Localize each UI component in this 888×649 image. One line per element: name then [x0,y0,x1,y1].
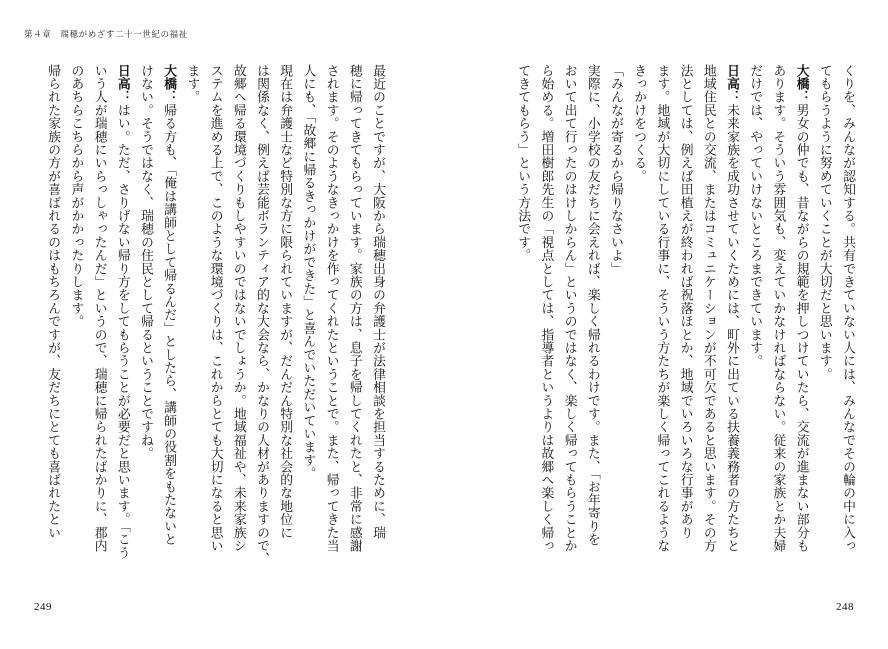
speaker-label: 日高： [724,64,739,104]
page-number-left: 249 [34,601,52,613]
text-column [252,64,270,584]
text-column [66,64,84,584]
text-column [560,64,578,584]
column-text: されます。そのようなきっかけを作ってくれたということで。また、帰ってきた当 [323,64,339,553]
speaker-label: 大橋： [793,64,809,104]
column-text: だけでは、やっていけないところまできています。 [747,64,763,368]
speaker-label: 日高： [114,64,130,104]
text-column [606,64,624,584]
text-column [113,64,131,584]
text-column [838,64,856,584]
column-text: 帰る方も、「俺は講師として帰るんだ」としたら、講師の役割をもたないと [161,103,177,547]
text-column [699,64,717,584]
page-number-right: 248 [836,601,854,613]
text-column [298,64,316,584]
text-column [275,64,293,584]
text-column [136,64,154,584]
text-column [768,64,786,584]
column-text: 未来家族を成功させていくためには、町外に出ている扶養義務者の方たちと [724,103,739,553]
text-column [90,64,108,584]
text-column [722,64,740,584]
text-column [652,64,670,584]
text-column [229,64,247,584]
column-text: 実際に、小学校の友だちに会えれば、楽しく帰れるわけです。また、「お年寄りを [584,64,600,546]
column-text: てもらうように努めていくことが大切だと思います。 [816,64,832,381]
column-text: のあちらこちらから声がかかったりします。 [68,64,84,328]
column-text: ら始める。増田樹郎先生の「視点としては、指導者というよりは故郷へ楽しく帰っ [538,64,554,553]
column-text: 地域住民との交流、またはコミュニケーションが不可欠であると思います。その方 [700,64,716,553]
column-text: あります。そういう雰囲気も、変えていかなければならない。従来の家族とか夫婦 [770,64,786,553]
running-title: 第４章 瑞穂がめざす二十一世紀の福祉 [24,30,188,40]
text-column [792,64,810,584]
column-text: は関係なく、例えば芸能ボランティア的な大会なら、かなりの人材がありますので、 [254,64,269,566]
text-column [676,64,694,584]
column-text: 最近のことですが、大阪から瑞穂出身の弁護士が法律相談を担当するために、瑞 [370,64,385,540]
text-column [368,64,386,584]
column-text: てきてもらう」という方法です。 [515,64,531,262]
column-text: 「みんなが寄るから帰りなさいよ」 [608,64,623,276]
text-column [745,64,763,584]
text-column [513,64,531,584]
column-text: ます。地域が大切にしている行事に、そういう方たちが楽しく帰ってこれるような [654,64,670,553]
speaker-label: 大橋： [161,64,177,104]
text-column [206,64,224,584]
column-text: 故郷へ帰る環境づくりもしやすいのではないでしょうか。地域福祉や、未来家族シ [230,64,246,553]
text-column [815,64,833,584]
column-text: きっかけをつくる。 [631,64,647,183]
column-text: 男女の仲でも、昔ながらの規範を押しつけていたら、交流が進まない部分も [793,103,809,553]
text-column [182,64,200,584]
text-column [583,64,601,584]
text-column [159,64,177,584]
column-text: くりを、みんなが認知する。共有できていない人には、みんなでその輪の中に入っ [840,64,855,553]
column-text: ステムを進める上で、このような環境づくりは、これからとても大切になると思い [207,64,223,553]
column-text: 現在は弁護士など特別な方に限られていますが、だんだん特別な社会的な地位に [277,64,293,540]
text-column [536,64,554,584]
column-text: 人にも、「故郷に帰るきっかけができた」と喜んでいただいています。 [300,64,316,480]
text-column [322,64,340,584]
text-column [345,64,363,584]
text-column [43,64,61,584]
column-text: 法としては、例えば田植えが終われば祝落ほとか、地域でいろいろな行事があり [677,64,693,540]
column-text: いう人が瑞穂にいらっしゃったんだ」というので、瑞穂に帰られたばかりに、郡内 [91,64,107,553]
text-column [629,64,647,584]
column-text: けない。そうではなく、瑞穂の住民として帰るということですね。 [138,64,153,460]
column-text: 帰られた家族の方が喜ばれるのはもちろんですが、友だちにとても喜ばれたとい [45,64,61,540]
column-text: はい。ただ、さりげない帰り方をしてもらうことが必要だと思います。「こう [114,103,130,560]
column-text: おいて出て行ったのはけしからん」というのではなく、楽しく帰ってもらうことか [561,64,577,553]
column-text: 穂に帰ってきてもらっています。家族の方は、息子を帰してくれたと、非常に感謝 [346,64,362,553]
column-text: ます。 [184,64,200,104]
